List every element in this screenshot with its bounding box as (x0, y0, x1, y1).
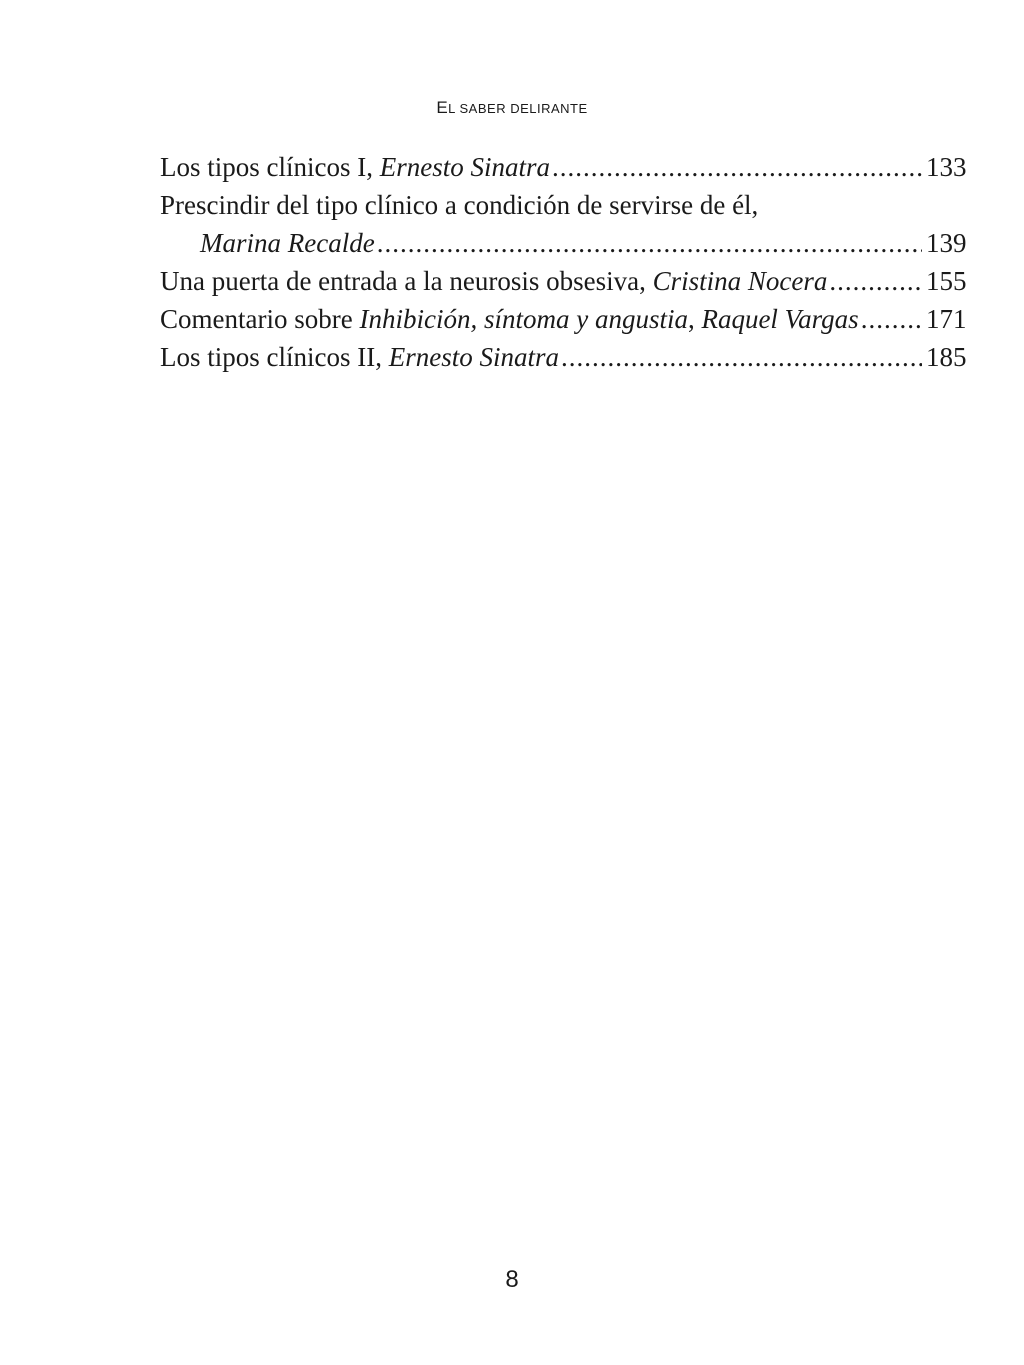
toc-entry-text (160, 338, 559, 376)
toc-entry-page: 171 (926, 304, 967, 334)
toc-entry-author: Raquel Vargas (701, 304, 859, 334)
toc-entry (160, 262, 966, 300)
toc-entry (160, 300, 966, 338)
toc-entry (160, 148, 966, 186)
toc-entry-title: Prescindir del tipo clínico a condición de servirse de él, (160, 190, 759, 220)
toc-entry (160, 338, 966, 376)
toc-entry-page: 155 (926, 266, 967, 296)
toc-entry-title: Una puerta de entrada a la neurosis obsesiva, (160, 266, 653, 296)
table-of-contents (160, 148, 966, 376)
toc-entry-title-prefix: Comentario sobre (160, 304, 360, 334)
toc-entry (160, 186, 966, 262)
dot-leader (861, 300, 922, 338)
toc-entry-author: Ernesto Sinatra (388, 342, 559, 372)
running-header (0, 98, 1024, 118)
dot-leader (377, 224, 922, 262)
toc-entry-title-italic: Inhibición, síntoma y angustia (359, 304, 688, 334)
running-header-initial: E (436, 98, 449, 117)
dot-leader (829, 262, 922, 300)
toc-entry-text (160, 148, 550, 186)
toc-entry-author: Cristina Nocera (652, 266, 828, 296)
toc-entry-page: 139 (926, 228, 967, 258)
toc-entry-title-sep: , (687, 304, 702, 334)
toc-entry-page: 185 (926, 342, 967, 372)
toc-entry-text (160, 262, 827, 300)
toc-entry-text (160, 300, 859, 338)
toc-entry-title: Los tipos clínicos I, (160, 152, 380, 182)
toc-entry-author: Ernesto Sinatra (379, 152, 550, 182)
dot-leader (552, 148, 922, 186)
toc-entry-title: Los tipos clínicos II, (160, 342, 389, 372)
dot-leader (561, 338, 922, 376)
running-header-rest: L SABER DELIRANTE (448, 101, 588, 116)
page-number: 8 (505, 1266, 519, 1293)
toc-entry-page: 133 (926, 152, 967, 182)
toc-entry-author: Marina Recalde (200, 228, 375, 258)
